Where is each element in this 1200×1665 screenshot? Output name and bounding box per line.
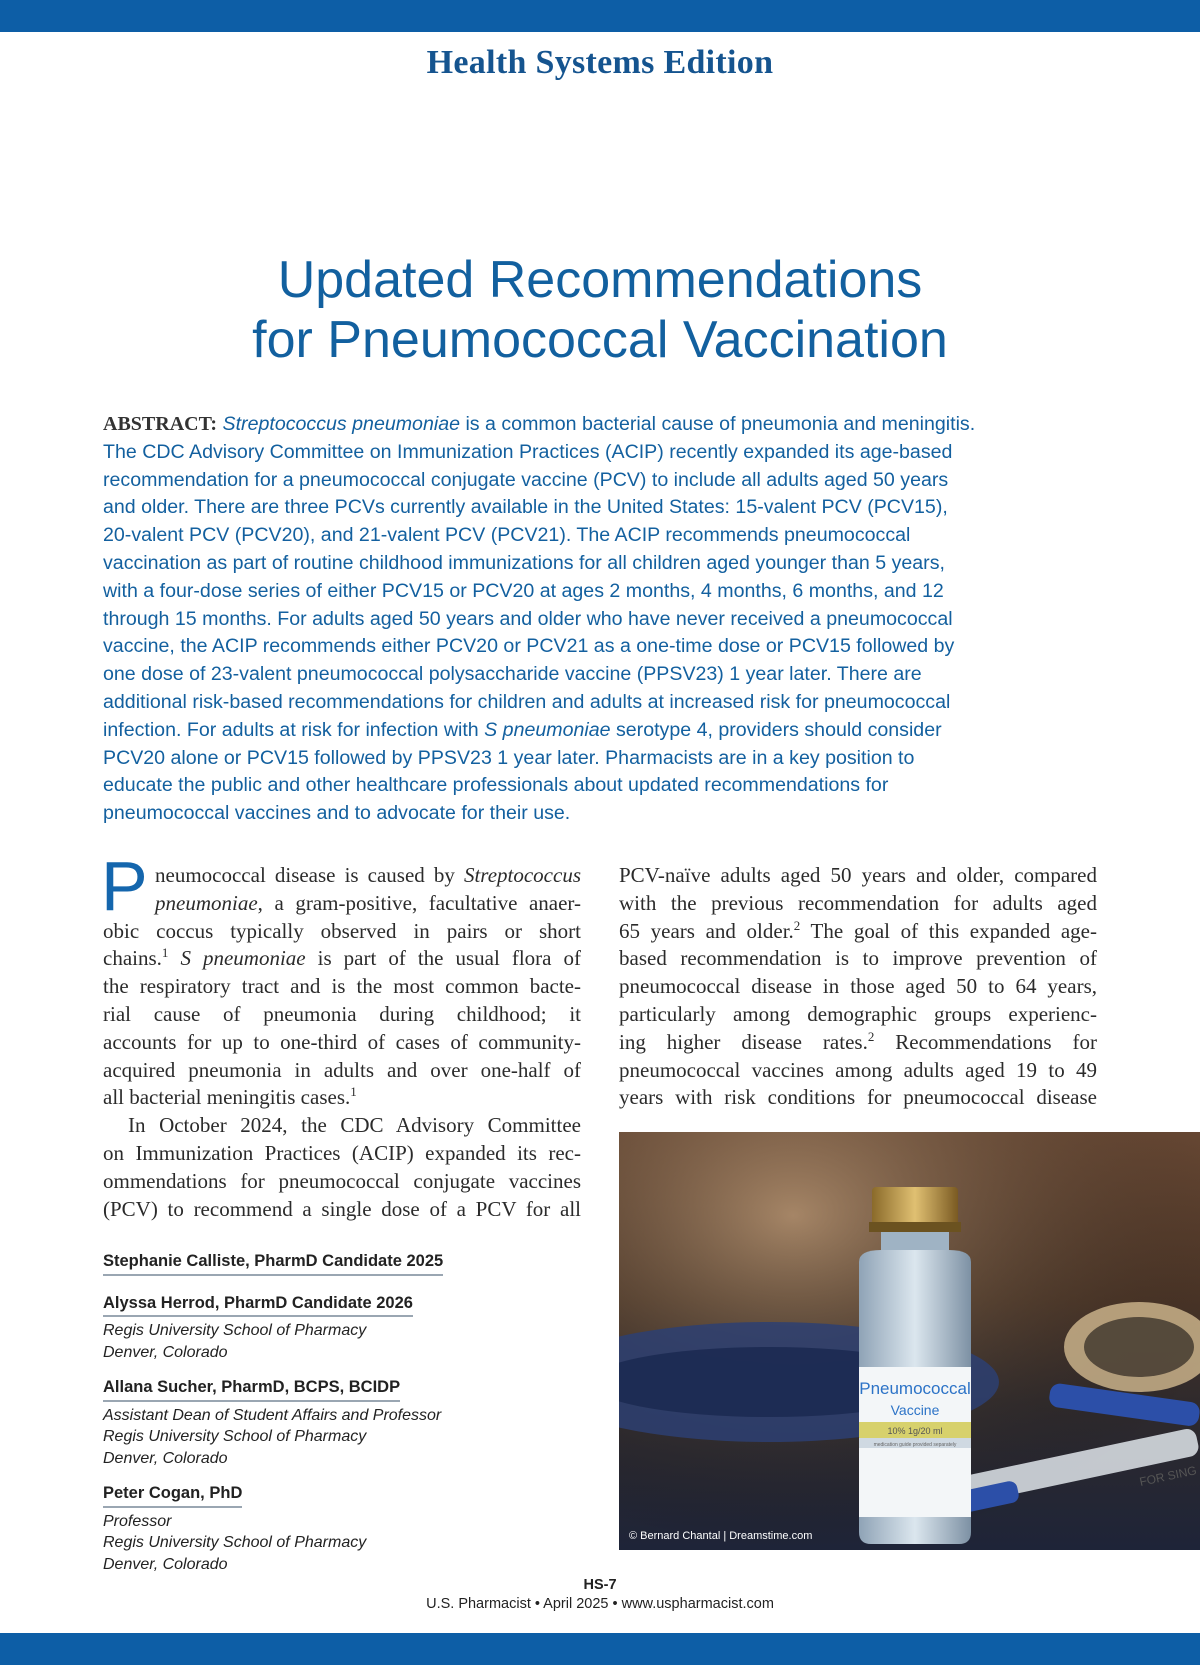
abstract-line: The CDC Advisory Committee on Immunization Practices (ACIP) recently expanded its age-based [103,440,953,463]
abstract-line: infection. For adults at risk for infection with S pneumoniae serotype 4, providers should consider [103,718,942,741]
body-line: ommendations for pneumococcal conjugate vaccines [103,1168,581,1193]
page-number: HS-7 [583,1577,617,1593]
title-line-1: Updated Recommendations [277,251,923,309]
body-line: obic coccus typically observed in pairs or short [103,918,581,943]
author-name: Peter Cogan, PhD [103,1483,242,1508]
syringe-text: FOR SING [1138,1463,1198,1489]
body-column-left [103,862,581,1223]
vial-label-line-1: Pneumococcal [859,1379,971,1398]
abstract-label: ABSTRACT: [103,413,218,435]
author-list [103,1251,573,1589]
body-line: ing higher disease rates.$^2$ Recommendations for [619,1028,1097,1054]
vial-small-print: medication guide provided separately [873,1442,957,1448]
abstract-line: and older. There are three PCVs currently available in the United States: 15-valent PCV (PCV15), [103,496,948,519]
vaccine-vial-illustration [619,1132,1200,1550]
body-line: on Immunization Practices (ACIP) expanded its rec- [103,1140,581,1165]
author-name: Allana Sucher, PharmD, BCPS, BCIDP [103,1377,400,1402]
author-affiliation: Denver, Colorado [103,1555,228,1573]
vial-dose-label: 10% 1g/20 ml [887,1426,943,1436]
body-line: particularly among demographic groups experienc- [619,1001,1097,1026]
body-column-right [619,862,1097,1112]
abstract-line: vaccine, the ACIP recommends either PCV20 or PCV21 as a one-time dose or PCV15 followed by [103,635,955,658]
author-affiliation: Regis University School of Pharmacy [103,1428,367,1445]
photo-credit: © Bernard Chantal | Dreamstime.com [629,1530,813,1542]
body-line: rial cause of pneumonia during childhood; it [103,1001,581,1026]
abstract-line: with a four-dose series of either PCV15 or PCV20 at ages 2 months, 4 months, 6 months, and 12 [103,579,944,602]
author-affiliation: Denver, Colorado [103,1449,228,1467]
author-affiliation: Professor [103,1512,172,1530]
citation-ref: 2 [793,917,801,933]
body-line: with the previous recommendation for adults aged [619,890,1097,915]
body-line: pneumoniae, a gram-positive, facultative anaer- [155,890,581,915]
body-line: neumococcal disease is caused by Streptococcus [155,863,581,887]
author-affiliation: Regis University School of Pharmacy [103,1534,367,1551]
body-line: the respiratory tract and is the most common bacte- [103,974,581,999]
abstract-line: recommendation for a pneumococcal conjugate vaccine (PCV) to include all adults aged 50 years [103,468,949,491]
body-line: 65 years and older.$^2$ The goal of this expanded age- [619,917,1097,943]
title-line-2: for Pneumococcal Vaccination [252,311,948,369]
body-line: PCV-naïve adults aged 50 years and older, compared [619,863,1097,887]
abstract-line: educate the public and other healthcare professionals about updated recommendations for [103,774,889,797]
abstract-line: pneumococcal vaccines and to advocate for their use. [103,802,571,825]
author-entry [103,1251,573,1279]
body-line: acquired pneumonia in adults and over one-half of [103,1057,581,1082]
vaccine-photo [619,1132,1200,1550]
edition-header: Health Systems Edition [426,44,774,81]
author-affiliation: Regis University School of Pharmacy [103,1322,367,1339]
author-entry [103,1293,573,1364]
vial-label-line-2: Vaccine [890,1402,940,1418]
author-entry [103,1483,573,1575]
abstract-line: 20-valent PCV (PCV20), and 21-valent PCV (PCV21). The ACIP recommends pneumococcal [103,524,911,547]
abstract-line: vaccination as part of routine childhood immunizations for all children aged younger than 5 years, [103,551,945,574]
abstract-line: additional risk-based recommendations for children and adults at increased risk for pneumococcal [103,690,951,713]
body-line: pneumococcal disease in those aged 50 to 64 years, [619,974,1097,999]
body-line: In October 2024, the CDC Advisory Committee [128,1113,581,1138]
citation-ref: 1 [350,1084,357,1100]
citation-ref: 1 [161,945,169,961]
bottom-color-bar [0,1633,1200,1665]
author-affiliation: Assistant Dean of Student Affairs and Professor [103,1406,442,1424]
page-footer [0,1576,1200,1614]
abstract-line: PCV20 alone or PCV15 followed by PPSV23 1 year later. Pharmacists are in a key position to [103,746,915,769]
body-line: accounts for up to one-third of cases of community- [103,1029,581,1054]
body-line: years with risk conditions for pneumococcal disease [619,1085,1097,1110]
author-affiliation: Denver, Colorado [103,1343,228,1361]
abstract-line: one dose of 23-valent pneumococcal polysaccharide vaccine (PPSV23) 1 year later. There are [103,663,922,686]
body-line: (PCV) to recommend a single dose of a PCV for all [103,1196,581,1221]
body-line: all bacterial meningitis cases.$^1$ [103,1084,357,1110]
drop-cap: P [101,847,148,925]
body-line: based recommendation is to improve prevention of [619,946,1097,971]
author-name: Stephanie Calliste, PharmD Candidate 2025 [103,1251,443,1276]
abstract-line: ABSTRACT: Streptococcus pneumoniae is a common bacterial cause of pneumonia and meningitis. [103,413,976,435]
abstract [103,411,1103,828]
body-line: chains.$^1$ S pneumoniae is part of the usual flora of [103,945,581,971]
author-name: Alyssa Herrod, PharmD Candidate 2026 [103,1293,413,1318]
top-color-bar [0,0,1200,32]
publication-info: U.S. Pharmacist • April 2025 • www.uspharmacist.com [426,1596,774,1612]
body-line: pneumococcal vaccines among adults aged 19 to 49 [619,1057,1097,1082]
article-title [0,250,1200,370]
citation-ref: 2 [867,1028,875,1044]
abstract-line: through 15 months. For adults aged 50 years and older who have never received a pneumococcal [103,607,953,630]
author-entry [103,1377,573,1469]
